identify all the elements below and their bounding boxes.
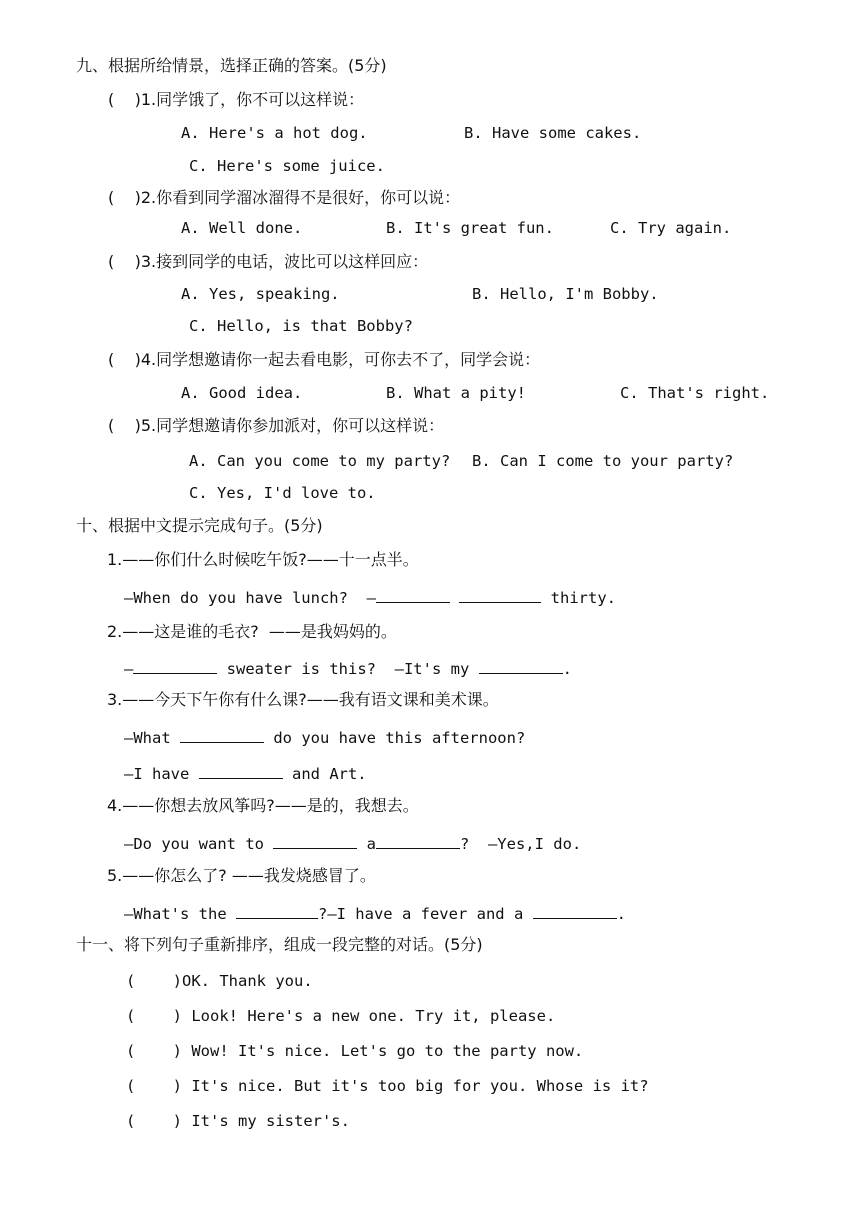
option-a: A. Yes, speaking.: [181, 285, 340, 303]
option-c: C. Try again.: [610, 219, 732, 237]
option-c: C. That's right.: [620, 384, 770, 402]
option-c: C. Hello, is that Bobby?: [189, 317, 413, 335]
question-10-2-chinese: 2.——这是谁的毛衣? ——是我妈妈的。: [107, 622, 397, 641]
question-9-4: [108, 350, 540, 370]
answer-paren[interactable]: ( ): [108, 416, 141, 435]
question-stem: 3.接到同学的电话，波比可以这样回应：: [140, 252, 429, 271]
question-9-2: [108, 188, 460, 208]
answer-blank[interactable]: [533, 902, 617, 919]
option-a: A. Can you come to my party?: [189, 452, 451, 470]
answer-blank[interactable]: [133, 657, 217, 674]
option-b: B. Have some cakes.: [464, 124, 642, 142]
answer-blank[interactable]: [273, 832, 357, 849]
question-10-5-english: —What's the ?—I have a fever and a .: [124, 902, 626, 924]
option-a: A. Well done.: [181, 219, 303, 237]
question-10-3-english-b: —I have and Art.: [124, 762, 367, 784]
answer-paren[interactable]: ( ): [126, 972, 182, 990]
question-stem: 4.同学想邀请你一起去看电影，可你去不了，同学会说：: [140, 350, 541, 369]
dialogue-line-2: ( ) Look! Here's a new one. Try it, please.: [126, 1007, 556, 1025]
dialogue-line-1: ( )OK. Thank you.: [126, 972, 313, 990]
option-b: B. Can I come to your party?: [472, 452, 734, 470]
answer-blank[interactable]: [236, 902, 318, 919]
dialogue-line-3: ( ) Wow! It's nice. Let's go to the party now.: [126, 1042, 584, 1060]
question-stem: 1.同学饿了，你不可以这样说：: [140, 90, 365, 109]
question-10-4-english: —Do you want to a ? —Yes,I do.: [124, 832, 581, 854]
option-a: A. Here's a hot dog.: [181, 124, 368, 142]
question-10-3-chinese: 3.——今天下午你有什么课?——我有语文课和美术课。: [107, 690, 499, 709]
section-11-header: 十一、将下列句子重新排序，组成一段完整的对话。(5分): [76, 935, 483, 954]
question-stem: 2.你看到同学溜冰溜得不是很好，你可以说：: [140, 188, 461, 207]
answer-blank[interactable]: [376, 832, 460, 849]
dialogue-line-4: ( ) It's nice. But it's too big for you. Whose is it?: [126, 1077, 649, 1095]
answer-paren[interactable]: ( ): [108, 90, 141, 109]
answer-blank[interactable]: [459, 586, 541, 603]
answer-paren[interactable]: ( ): [126, 1042, 182, 1060]
question-9-1: [108, 90, 364, 110]
answer-blank[interactable]: [376, 586, 450, 603]
answer-paren[interactable]: ( ): [126, 1077, 182, 1095]
section-9-header: 九、根据所给情景，选择正确的答案。(5分): [76, 56, 387, 75]
dialogue-line-5: ( ) It's my sister's.: [126, 1112, 350, 1130]
answer-paren[interactable]: ( ): [126, 1112, 182, 1130]
answer-paren[interactable]: ( ): [108, 350, 141, 369]
answer-blank[interactable]: [479, 657, 563, 674]
answer-blank[interactable]: [199, 762, 283, 779]
question-stem: 5.同学想邀请你参加派对，你可以这样说：: [140, 416, 445, 435]
question-10-1-chinese: 1.——你们什么时候吃午饭?——十一点半。: [107, 550, 419, 569]
question-10-3-english-a: —What do you have this afternoon?: [124, 726, 525, 748]
option-b: B. It's great fun.: [386, 219, 554, 237]
option-c: C. Yes, I'd love to.: [189, 484, 376, 502]
question-10-2-english: — sweater is this? —It's my .: [124, 657, 572, 679]
question-9-5: [108, 416, 444, 436]
option-a: A. Good idea.: [181, 384, 303, 402]
question-10-5-chinese: 5.——你怎么了? ——我发烧感冒了。: [107, 866, 376, 885]
answer-paren[interactable]: ( ): [126, 1007, 182, 1025]
option-b: B. What a pity!: [386, 384, 526, 402]
option-b: B. Hello, I'm Bobby.: [472, 285, 659, 303]
section-10-header: 十、根据中文提示完成句子。(5分): [76, 516, 323, 535]
question-10-4-chinese: 4.——你想去放风筝吗?——是的，我想去。: [107, 796, 419, 815]
question-10-1-english: —When do you have lunch? — thirty.: [124, 586, 616, 608]
option-c: C. Here's some juice.: [189, 157, 385, 175]
answer-paren[interactable]: ( ): [108, 252, 141, 271]
answer-paren[interactable]: ( ): [108, 188, 141, 207]
answer-blank[interactable]: [180, 726, 264, 743]
question-9-3: [108, 252, 428, 272]
